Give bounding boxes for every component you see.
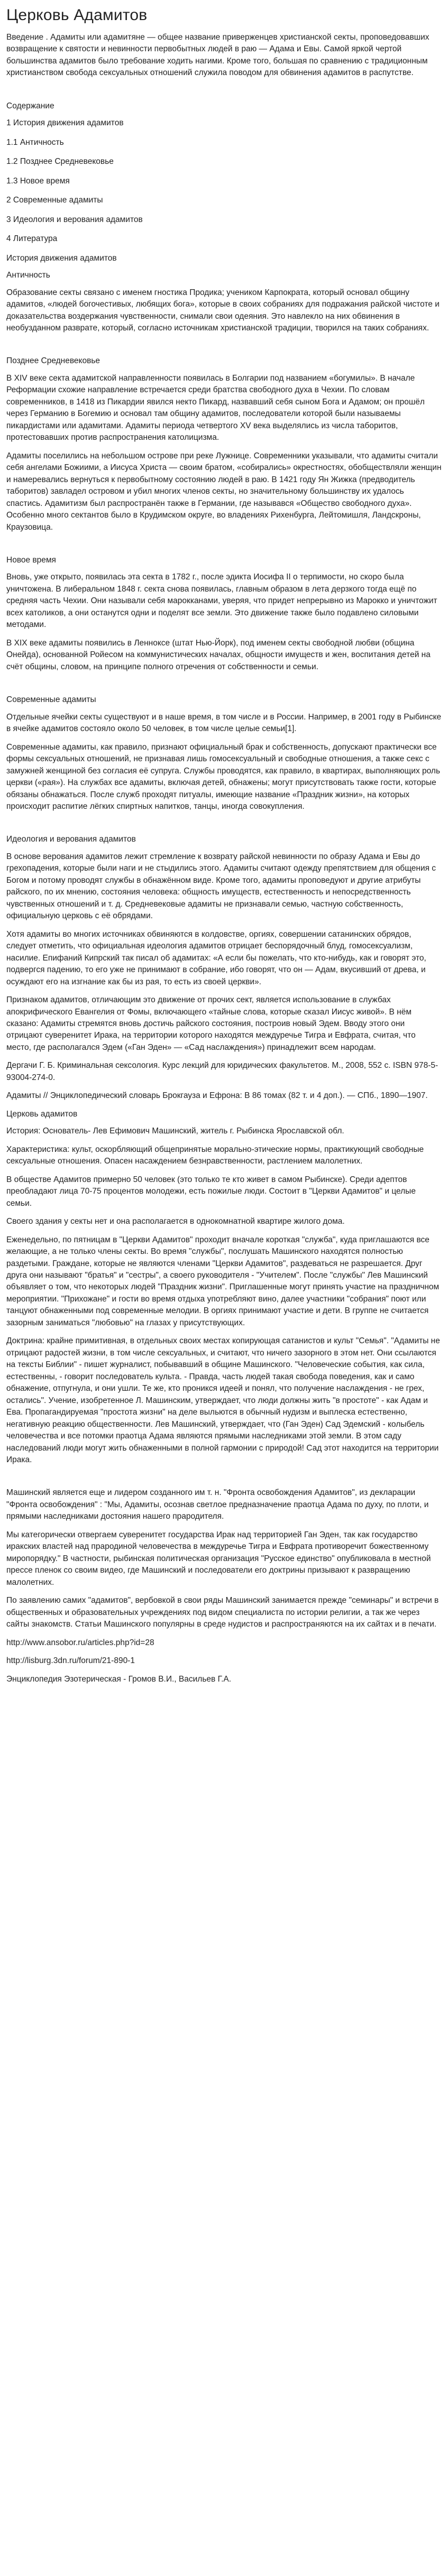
intro-paragraph: Введение . Адамиты или адамитяне — общее название приверженцев христианской секты, проповедовавших возвращение к святости и невинности первобытных людей в раю — Адама и Евы. Самой яркой чертой большинства адамитов было требование ходить нагими. Кроме того, большая по сравнению с традиционным христианством свобода сексуальных отношений служила поводом для обвинения адамитов в распутстве. bbox=[6, 33, 429, 78]
source-link[interactable] bbox=[6, 1637, 442, 1649]
church-paragraph: В обществе Адамитов примерно 50 человек (это только те кто живет в самом Рыбинске). Среди адептов преобладают лица 70-75 процентов молодежи, есть пожилые люди. Состоит в "Церкви Адамитов" и целые семьи. bbox=[6, 1175, 416, 1208]
church-paragraph: Характеристика: культ, оскорбляющий общепринятые морально-этические нормы, практикующий свободные сексуальные отношения. Опасен насаждением безнравственности, растлением малолетних. bbox=[6, 1144, 424, 1166]
toc-item[interactable]: 1.1 Античность bbox=[6, 137, 64, 147]
ideology-heading: Идеология и верования адамитов bbox=[6, 835, 136, 844]
contemporary-paragraph: Отдельные ячейки секты существуют и в наше время, в том числе и в России. Например, в 2001 году в Рыбинске в ячейке адамитов состояло около 50 человек, в том числе целые семьи[1]. bbox=[6, 712, 442, 734]
church-heading: Церковь адамитов bbox=[6, 1109, 78, 1119]
church-paragraph: Своего здания у секты нет и она располагается в однокомнатной квартире жилого дома. bbox=[6, 1217, 345, 1226]
spacer bbox=[6, 540, 442, 555]
ideology-paragraph: Признаком адамитов, отличающим это движение от прочих сект, является использование в службах апокрифического Евангелия от Фомы, включающего «тайные слова, которые сказал Иисус живой». В нём сказано: Адамиты стремятся вновь достичь райского состояния, построив новый Эдем. Вводу этого они отрицают суверенитет Ирака, на территории которого находятся междуречье Тигра и Евфрата, считая, что место, где располагался Эдем («Ган Эден» — «Сад наслаждения») принадлежит всем народам. bbox=[6, 995, 416, 1052]
toc-item[interactable]: 4 Литература bbox=[6, 234, 58, 244]
contemporary-heading: Современные адамиты bbox=[6, 695, 96, 705]
modern-paragraph: Вновь, уже открыто, появилась эта секта в 1782 г., после эдикта Иосифа II о терпимости, но скоро была уничтожена. В либеральном 1848 г. секта снова появилась, главным образом в лета дерзкого тогда ещё по средняя часть Чехии. Они называли себя марокканами, уверяя, что придет непрерывно из Марокко и уничтожит всех католиков, а они останутся одни и поделят все земли. Это движение также было подавлено силовыми методами. bbox=[6, 573, 437, 630]
ideology-paragraph: Хотя адамиты во многих источниках обвиняются в колдовстве, оргиях, совершении сатанинских обрядов, следует отметить, что официальная идеология адамитов отрицает беспорядочный блуд, гомосексуализм, насилие. Епифаний Кипрский так писал об адамитах: «А если бы пожелать, что кто-нибудь, как и говорят это, подвергся падению, то его уже не принимают в собрание, ибо говорят, что он — Адам, вкусивший от древа, и осуждают его на изгнание как бы из рая, то есть из своей церкви». bbox=[6, 929, 426, 986]
spacer bbox=[6, 819, 442, 834]
late-middle-ages-heading: Позднее Средневековье bbox=[6, 356, 100, 366]
church-paragraph: Машинский является еще и лидером созданного им т. н. "Фронта освобождения Адамитов", из декларации "Фронта освобождения" : "Мы, Адамиты, осознав светлое предназначение праотца Адама по духу, по плоти, и прямыми наследниками достояния нашего прародителя. bbox=[6, 1488, 429, 1521]
church-paragraph: Еженедельно, по пятницам в "Церкви Адамитов" проходит вначале короткая "служба", куда приглашаются все желающие, а не только члены секты. Во время "службы", послушать Машинского находятся полностью раздетыми. Граждане, которые не являются членами "Церкви Адамитов", раздеваться не разрешается. Друг друга они называют "братья" и "сестры", а своего руководителя - "Учителем". После "службы" Лев Машинский объявляет о том, что некоторых людей "Праздник жизни". Приглашенные могут принять участие на праздничном мероприятии. "Прихожане" и гости во время отдыха употребляют вино, далее участники "собрания" поют или танцуют обнаженными под современные мелодии. В оргиях принимают участие и дети. В группе не считается зазорным заниматься "любовью" на глазах у присутствующих. bbox=[6, 1235, 440, 1327]
source-link[interactable] bbox=[6, 1655, 442, 1667]
toc-item[interactable]: 1 История движения адамитов bbox=[6, 118, 124, 128]
toc-item[interactable]: 2 Современные адамиты bbox=[6, 196, 103, 205]
toc-item[interactable]: 3 Идеология и верования адамитов bbox=[6, 215, 143, 224]
ideology-paragraph: В основе верования адамитов лежит стремление к возврату райской невинности по образу Адама и Евы до грехопадения, которые были наги и не стыдились этого. Адамиты считают одежду препятствием для общения с Богом и потому проводят службы в обнажённом виде. Кроме того, адамиты проповедуют и другие атрибуты райского, по их мнению, состояния человека: общность имуществ, естественность и непосредственность чувственных отношений и т. д. Средневековые адамиты не признавали семью, частную собственность, официальную церковь с её обрядами. bbox=[6, 852, 436, 921]
source-link-anchor[interactable]: http://www.ansobor.ru/articles.php?id=28 bbox=[6, 1638, 154, 1647]
church-paragraph: Мы категорически отвергаем суверенитет государства Ирак над территорией Ган Эден, так как государство иракских властей над прародиной человечества в междуречье Тигра и Евфрата противоречит божественному миропорядку." В частности, рыбинская политическая организация "Русское единство" опубликовала в местной прессе пленок со своим видео, где Машинский и последователи его доктрины призывают к развращению малолетних. bbox=[6, 1530, 431, 1587]
antiquity-paragraph: Образование секты связано с именем гностика Продика; учеником Карпократа, который основал общину адамитов, «людей богочестивых, любящих бога», которые в своих собраниях для подражания райской чистоте и доказательства воздержания чувственности, снимали свои одеяния. Это навлекло на них обвинения в необузданном разврате, который, согласно источникам христианской традиции, творился на таких собраниях. bbox=[6, 288, 440, 333]
page-title: Церковь Адамитов bbox=[6, 6, 148, 24]
toc-item[interactable]: 1.2 Позднее Средневековье bbox=[6, 157, 114, 167]
spacer bbox=[6, 679, 442, 694]
modern-paragraph: В XIX веке адамиты появились в Ленноксе (штат Нью-Йорк), под именем секты свободной любви (община Онейда), основанной Ройесом на коммунистических началах, общности имуществ и жен, воспитания детей на счёт общины, словом, на принципе полного отречения от собственности и семьи. bbox=[6, 638, 431, 671]
literature-entry: Адамиты // Энциклопедический словарь Брокгауза и Ефрона: В 86 томах (82 т. и 4 доп.). — СПб., 1890—1907. bbox=[6, 1091, 428, 1101]
source-link-anchor[interactable]: http://lisburg.3dn.ru/forum/21-890-1 bbox=[6, 1656, 135, 1666]
history-heading: История движения адамитов bbox=[6, 253, 117, 263]
toc-heading: Содержание bbox=[6, 101, 54, 110]
church-paragraph: История: Основатель- Лев Ефимович Машинский, житель г. Рыбинска Ярославской обл. bbox=[6, 1127, 344, 1136]
spacer bbox=[6, 1472, 442, 1487]
spacer bbox=[6, 340, 442, 355]
church-paragraph: По заявлению самих "адамитов", вербовкой в свои ряды Машинский занимается прежде "семинары" и встречи в общественных и образовательных учреждениях под видом специалиста по истории религии, а так же через сайты знакомств. Статьи Машинского популярны в среде нудистов и распространяются на их сайтах и в печати. bbox=[6, 1596, 439, 1629]
church-paragraph: Доктрина: крайне примитивная, в отдельных своих местах копирующая сатанистов и культ "Семья". "Адамиты не отрицают радостей жизни, в том числе сексуальных, и считают, что ничего зазорного в этом нет. Они ссылаются на тексты Библии" - пишет журналист, побывавший в общине Машинского. "Человеческие события, как сила, естественны, - говорит последователь культа. - Правда, часть людей такая свобода поведения, как и само обнажение, отпугнула, и они ушли. Те же, кто проникся идеей и понял, что получение наслаждения - не грех, остались". Учение, изобретенное Л. Машинским, утверждает, что люди должны жить "в простоте" - как Адам и Ева. Пропагандируемая "простота жизни" на деле выльются в обычный нудизм и выплеска естественно, негативную реакцию общественности. Лев Машинский, утверждает, что (Ган Эден) Сад Эдемский - колыбель человечества и все потомки праотца Адама являются прямыми наследниками этой земли. В этом саду наследований люди могут жить обнаженными в полной гармонии с природой! Сад этот находится на территории Ирака. bbox=[6, 1336, 440, 1464]
antiquity-heading: Античность bbox=[6, 271, 50, 280]
late-middle-ages-paragraph: Адамиты поселились на небольшом острове при реке Лужнице. Современники указывали, что адамиты считали себя ангелами Божиими, а Иисуса Христа — своим братом, «собирались» окрестностях, обобществляли женщин и намеревались вернуться к первобытному состоянию людей в раю. В 1421 году Ян Жижка (предводитель таборитов) завладел островом и убил многих членов секты, но значительному большинству их удалось спастись. Адамитизм был распространён также в Германии, где назывався «Общество свободного духа». Особенно много сектантов было в Крудимском округе, во владениях Рихенбурга, Лейтомишля, Ландскроны, Краузовица. bbox=[6, 451, 442, 532]
toc-item[interactable]: 1.3 Новое время bbox=[6, 176, 70, 186]
modern-heading: Новое время bbox=[6, 556, 56, 565]
literature-entry: Дергачи Г. Б. Криминальная сексология. Курс лекций для юридических факультетов. М., 2008, 552 с. ISBN 978-5-93004-274-0. bbox=[6, 1061, 438, 1082]
spacer bbox=[6, 86, 442, 100]
late-middle-ages-paragraph: В XIV веке секта адамитской направленности появилась в Болгарии под названием «богумилы». В начале Реформации схожие направление встречается среди братства свободного духа в Чехии. По словам современников, в 1418 из Пикардии явился некто Пикард, назвавший себя сыном Бога и Адамом; он прошёл через Германию в Богемию и основал там общину адамитов, последователи которой были называемы пикардистами или адамитами. Адамиты периода четвертого XV века выделялись из числа таборитов, протестовавших против распространения католицизма. bbox=[6, 373, 425, 442]
encyclopedia-reference: Энциклопедия Эзотерическая - Громов В.И., Васильев Г.А. bbox=[6, 1674, 232, 1684]
contemporary-paragraph: Современные адамиты, как правило, признают официальный брак и собственность, допускают практически все формы сексуальных отношений, не признавая лишь гомосексуальный и свободные отношения, а также секс с замужней женщиной без согласия её супруга. Службы проводятся, как правило, в квартирах, выполняющих роль церкви («рая»). На службах все адамиты, включая детей, обнажены; могут присутствовать также гости, которые обязаны обнажаться. После служб проходят питуалы, имеющие название «Праздник жизни», на которых происходит распитие лёгких спиртных напитков, танцы, иногда совокупления. bbox=[6, 742, 441, 811]
